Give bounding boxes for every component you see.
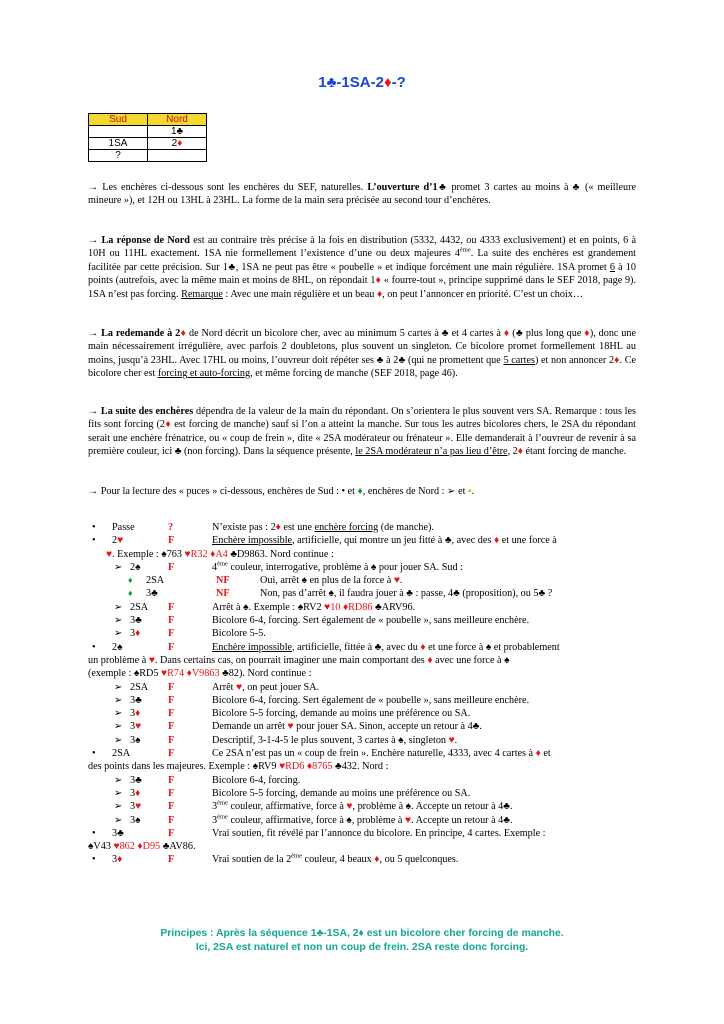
table-header-row <box>89 114 207 126</box>
cell-sud: ? <box>89 150 148 162</box>
rebid-label: La redemande à 2♦ <box>101 328 187 339</box>
page-title <box>0 74 724 91</box>
table-row <box>89 150 207 162</box>
bidding-table <box>88 113 207 162</box>
list-item-continuation: ♠V43 ♥862 ♦D95 ♣AV86. <box>88 841 196 853</box>
cell-nord: 1♣ <box>148 126 207 138</box>
list-item: ➢ 3♥ F 3ème couleur, affirmative, force à ♥, problème à ♠. Accepte un retour à 4♣. <box>114 799 513 813</box>
header-nord: Nord <box>148 114 207 126</box>
list-item: ➢ 2♠ F 4ème couleur, interrogative, problème à ♠ pour jouer SA. Sud : <box>114 560 463 573</box>
principles-summary <box>88 927 636 955</box>
paragraph-legend: → Pour la lecture des « puces » ci-dessous, enchères de Sud : • et ♦, enchères de Nord : ➢ et ▪. <box>88 486 475 497</box>
response-label: La réponse de Nord <box>101 235 190 246</box>
bid-list <box>88 521 636 867</box>
list-item: • 2♠ F Enchère impossible, artificielle, fittée à ♣, avec du ♦ et une force à ♠ et probablement <box>92 641 560 653</box>
list-item: ➢ 3♣ F Bicolore 6-4, forcing. <box>114 774 301 786</box>
list-item: ➢ 3♦ F Bicolore 5-5 forcing, demande au moins une préférence ou SA. <box>114 787 471 799</box>
list-item-continuation: un problème à ♥. Dans certains cas, on pourrait imaginer une main comportant des ♦ avec une force à ♠ <box>88 654 510 666</box>
paragraph-response: → La réponse de Nord est au contraire très précise à la fois en distribution (5332, 4432, ou 4333 exclusivement) et en points, 6 à 10H ou 11HL exactement. 1SA nie formellement l’existence d’une ou deux majeures 4ème. La suite des enchères est grandement facilitée par cette précision. Sur 1♣, 1SA ne peut pas être « poubelle » et indique forcément une main régulière. 1SA promet 6 à 10 points (autrefois, avec la même main et moins de 8HL, on répondait 1♦ « fourre-tout », principe supprimé dans le SEF 2018, page 9). 1SA n’est pas forcing. Remarque : Avec une main régulière et un beau ♦, on peut l’annoncer en priorité. C’est un choix… <box>88 235 636 300</box>
principles-line-2: Ici, 2SA est naturel et non un coup de frein. 2SA reste donc forcing. <box>195 942 529 953</box>
continuation-label: La suite des enchères <box>100 406 194 417</box>
paragraph-rebid: → La redemande à 2♦ de Nord décrit un bicolore cher, avec au minimum 5 cartes à ♣ et 4 cartes à ♦ (♣ plus long que ♦), donc une main nécessairement irrégulière, avec parfois 2 doubletons, plus souvent un singleton. Ce bicolore promet formellement 18HL au moins, jusqu’à 23HL. Avec 17HL ou moins, l’ouvreur doit répéter ses ♣ à 2♣ (qui ne promettent que 5 cartes) et non annoncer 2♦. Ce bicolore cher est forcing et auto-forcing, et même forcing de manche (SEF 2018, page 46). <box>88 328 637 380</box>
list-item: ➢ 2SA F Arrêt ♥, on peut jouer SA. <box>114 681 320 693</box>
list-item: • 3♦ F Vrai soutien de la 2ème couleur, 4 beaux ♦, ou 5 quelconques. <box>92 853 459 866</box>
list-item: • Passe ? N’existe pas : 2♦ est une enchère forcing (de manche). <box>92 522 434 533</box>
list-item: ➢ 3♠ F Descriptif, 3-1-4-5 le plus souvent, 3 cartes à ♠, singleton ♥. <box>114 734 458 746</box>
title-text: 1♣-1SA-2♦-? <box>318 74 406 91</box>
cell-sud: 1SA <box>89 138 148 150</box>
list-item: ♦ 2SA NF Oui, arrêt ♠ en plus de la force à ♥. <box>128 575 403 587</box>
list-item: • 2SA F Ce 2SA n’est pas un « coup de frein ». Enchère naturelle, 4333, avec 4 cartes à ♦ et <box>92 748 551 760</box>
list-item: ➢ 2SA F Arrêt à ♠. Exemple : ♠RV2 ♥10 ♦RD86 ♣ARV96. <box>114 601 416 613</box>
list-item: ➢ 3♦ F Bicolore 5-5. <box>114 628 266 640</box>
cell-nord <box>148 150 207 162</box>
list-item: • 2♥ F Enchère impossible, artificielle, qui montre un jeu fitté à ♣, avec des ♦ et une force à <box>92 535 557 547</box>
list-item: • 3♣ F Vrai soutien, fit révélé par l’annonce du bicolore. En principe, 4 cartes. Exemple : <box>92 827 546 839</box>
list-item-continuation: des points dans les majeures. Exemple : ♠RV9 ♥RD6 ♦8765 ♣432. Nord : <box>88 761 389 773</box>
table-row <box>89 126 207 138</box>
paragraph-opening: → Les enchères ci-dessous sont les enchères du SEF, naturelles. L’ouverture d’1♣ promet 3 cartes au moins à ♣ (« meilleure mineure »), et 12H ou 13HL à 23HL. La forme de la main sera précisée au second tour d’enchères. <box>88 182 636 207</box>
header-sud: Sud <box>89 114 148 126</box>
list-item: ➢ 3♥ F Demande un arrêt ♥ pour jouer SA. Sinon, accepte un retour à 4♣. <box>114 721 482 733</box>
paragraph-continuation: → La suite des enchères dépendra de la valeur de la main du répondant. On s’orientera le plus souvent vers SA. Remarque : tous les fits sont forcing (2♦ est forcing de manche) sauf si l’on a atteint la manche. Sur tous les autres bicolores chers, le 2SA du répondant serait une enchère frénatrice, ou « coup de frein », dite « 2SA modérateur ou frénateur ». Elle demanderait à l’ouvreur de revenir à sa première couleur, ici ♣ (non forcing). Dans la séquence présente, le 2SA modérateur n’a pas lieu d’être, 2♦ étant forcing de manche. <box>88 406 636 458</box>
list-item-continuation: (exemple : ♠RD5 ♥R74 ♦V9863 ♣82). Nord continue : <box>88 668 312 680</box>
cell-nord: 2♦ <box>148 138 207 150</box>
cell-sud <box>89 126 148 138</box>
opening-label: L’ouverture d’1♣ <box>367 182 448 193</box>
list-item: ➢ 3♠ F 3ème couleur, affirmative, force à ♠, problème à ♥. Accepte un retour à 4♣. <box>114 813 513 826</box>
list-item: ➢ 3♣ F Bicolore 6-4, forcing. Sert également de « poubelle », sans meilleure enchère. <box>114 615 530 627</box>
list-item: ➢ 3♦ F Bicolore 5-5 forcing, demande au moins une préférence ou SA. <box>114 708 471 720</box>
table-row <box>89 138 207 150</box>
remark-label: Remarque <box>181 288 223 300</box>
list-item: ➢ 3♣ F Bicolore 6-4, forcing. Sert également de « poubelle », sans meilleure enchère. <box>114 694 530 706</box>
principles-line-1: Principes : Après la séquence 1♣-1SA, 2♦ est un bicolore cher forcing de manche. <box>160 928 564 939</box>
list-item-continuation: ♥. Exemple : ♠763 ♥R32 ♦A4 ♣D9863. Nord continue : <box>106 548 334 560</box>
list-item: ♦ 3♣ NF Non, pas d’arrêt ♠, il faudra jouer à ♣ : passe, 4♣ (proposition), ou 5♣ ? <box>128 588 553 600</box>
